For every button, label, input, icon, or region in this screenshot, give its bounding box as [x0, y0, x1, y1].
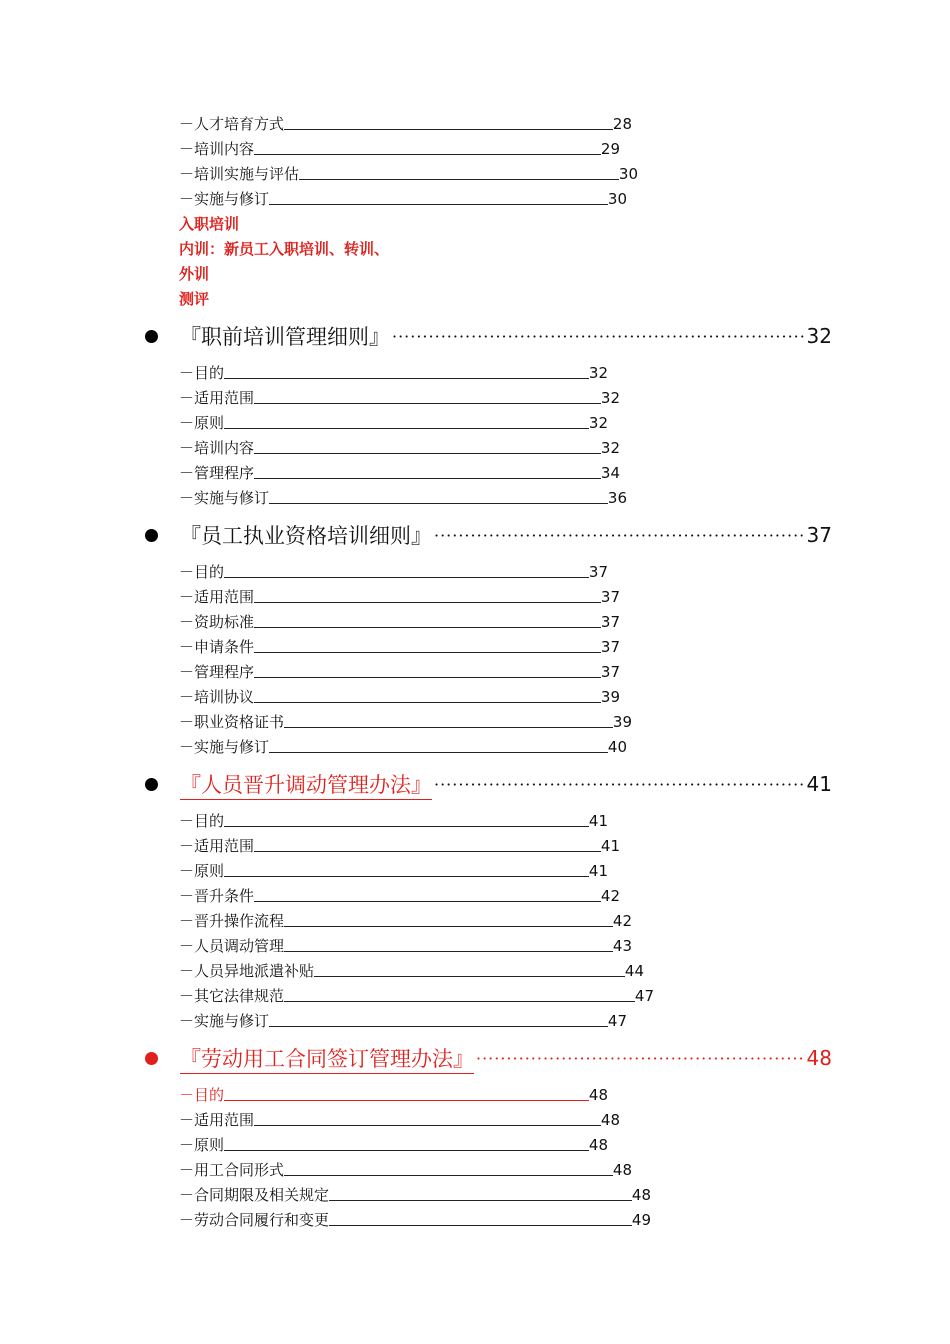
toc-entry-page: 42: [612, 912, 632, 930]
toc-entry[interactable]: [179, 462, 620, 484]
note-line: 测评: [179, 290, 210, 308]
toc-entry[interactable]: [179, 661, 620, 683]
toc-entry-page: 28: [612, 115, 632, 133]
toc-entry-page: 48: [600, 1111, 620, 1129]
bullet-icon: [145, 778, 158, 791]
toc-entry[interactable]: [179, 810, 608, 832]
toc-entry-page: 42: [600, 887, 620, 905]
toc-entry-label: －目的: [179, 563, 225, 581]
toc-entry[interactable]: [179, 985, 654, 1007]
toc-entry-page: 48: [588, 1086, 608, 1104]
toc-leader-line: [284, 1174, 613, 1176]
toc-entry-page: 37: [600, 588, 620, 606]
toc-entry-page: 48: [631, 1186, 651, 1204]
toc-entry[interactable]: [179, 1109, 620, 1131]
note-line: 入职培训: [179, 215, 240, 233]
toc-entry-page: 36: [607, 489, 627, 507]
toc-dot-leader: [392, 327, 805, 346]
toc-entry[interactable]: [179, 586, 620, 608]
toc-entry-label: －目的: [179, 364, 225, 382]
toc-entry-label: －适用范围: [179, 1111, 255, 1129]
toc-leader-line: [254, 676, 601, 678]
section-page: 48: [806, 1046, 832, 1070]
toc-leader-line: [284, 925, 613, 927]
toc-leader-line: [269, 203, 608, 205]
toc-leader-line: [254, 601, 601, 603]
toc-leader-line: [284, 1000, 635, 1002]
section-title: 『劳动用工合同签订管理办法』: [180, 1043, 474, 1074]
toc-entry-label: －晋升操作流程: [179, 912, 285, 930]
toc-entry-page: 32: [588, 414, 608, 432]
toc-entry[interactable]: [179, 736, 627, 758]
toc-entry[interactable]: [179, 636, 620, 658]
toc-entry-page: 48: [588, 1136, 608, 1154]
toc-entry-page: 47: [634, 987, 654, 1005]
toc-entry[interactable]: [179, 1010, 627, 1032]
toc-entry-page: 37: [588, 563, 608, 581]
toc-entry[interactable]: [179, 437, 620, 459]
toc-entry-label: －目的: [179, 1086, 225, 1104]
toc-entry-page: 39: [612, 713, 632, 731]
toc-entry-page: 37: [600, 663, 620, 681]
toc-entry-page: 37: [600, 613, 620, 631]
toc-entry-label: －适用范围: [179, 588, 255, 606]
note-line: 内训：新员工入职培训、转训、: [179, 240, 390, 258]
toc-entry-label: －职业资格证书: [179, 713, 285, 731]
toc-leader-line: [314, 975, 625, 977]
toc-entry-page: 32: [588, 364, 608, 382]
bullet-icon: [145, 1052, 158, 1065]
section-page: 37: [806, 523, 832, 547]
toc-entry-label: －原则: [179, 414, 225, 432]
toc-entry-page: 37: [600, 638, 620, 656]
toc-leader-line: [329, 1224, 632, 1226]
toc-leader-line: [254, 402, 601, 404]
toc-dot-leader: [476, 1049, 805, 1068]
toc-entry-label: －人才培育方式: [179, 115, 285, 133]
toc-entry-page: 30: [607, 190, 627, 208]
toc-section-heading[interactable]: [145, 520, 832, 550]
toc-entry-page: 49: [631, 1211, 651, 1229]
toc-entry[interactable]: [179, 561, 608, 583]
toc-entry-page: 48: [612, 1161, 632, 1179]
toc-leader-line: [299, 178, 619, 180]
toc-leader-line: [254, 651, 601, 653]
toc-leader-line: [269, 502, 608, 504]
toc-entry-label: －目的: [179, 812, 225, 830]
toc-entry-page: 41: [600, 837, 620, 855]
section-page: 41: [806, 772, 832, 796]
toc-entry-page: 41: [588, 812, 608, 830]
toc-entry-label: －管理程序: [179, 663, 255, 681]
note-line: 外训: [179, 265, 210, 283]
toc-entry-label: －晋升条件: [179, 887, 255, 905]
toc-entry[interactable]: [179, 163, 638, 185]
toc-leader-line: [254, 1124, 601, 1126]
toc-entry-label: －原则: [179, 862, 225, 880]
toc-entry-label: －培训协议: [179, 688, 255, 706]
bullet-icon: [145, 529, 158, 542]
toc-entry[interactable]: [179, 860, 608, 882]
toc-entry[interactable]: [179, 935, 632, 957]
toc-entry[interactable]: [179, 1184, 651, 1206]
toc-entry-label: －适用范围: [179, 389, 255, 407]
toc-leader-line: [224, 825, 589, 827]
toc-leader-line: [284, 128, 613, 130]
toc-entry[interactable]: [179, 611, 620, 633]
toc-entry-page: 44: [624, 962, 644, 980]
toc-entry-page: 29: [600, 140, 620, 158]
section-title: 『人员晋升调动管理办法』: [180, 769, 432, 800]
toc-leader-line: [254, 452, 601, 454]
toc-entry[interactable]: [179, 412, 608, 434]
bullet-icon: [145, 330, 158, 343]
toc-entry[interactable]: [179, 910, 632, 932]
toc-entry-page: 40: [607, 738, 627, 756]
toc-entry[interactable]: [179, 686, 620, 708]
toc-entry-label: －培训内容: [179, 140, 255, 158]
toc-entry-page: 32: [600, 389, 620, 407]
toc-leader-line: [254, 850, 601, 852]
toc-entry[interactable]: [179, 1159, 632, 1181]
toc-entry-label: －人员异地派遣补贴: [179, 962, 315, 980]
toc-entry[interactable]: [179, 885, 620, 907]
toc-dot-leader: [434, 775, 805, 794]
toc-entry-label: －培训内容: [179, 439, 255, 457]
toc-entry-label: －合同期限及相关规定: [179, 1186, 330, 1204]
toc-leader-line: [224, 1149, 589, 1151]
toc-entry[interactable]: [179, 960, 644, 982]
toc-leader-line: [329, 1199, 632, 1201]
toc-entry[interactable]: [179, 1084, 608, 1106]
toc-dot-leader: [434, 526, 805, 545]
toc-leader-line: [254, 900, 601, 902]
toc-entry-page: 30: [618, 165, 638, 183]
toc-entry[interactable]: [179, 1209, 651, 1231]
toc-leader-line: [254, 477, 601, 479]
toc-leader-line: [224, 1099, 589, 1101]
toc-leader-line: [269, 751, 608, 753]
toc-entry-label: －劳动合同履行和变更: [179, 1211, 330, 1229]
toc-section-heading[interactable]: [145, 769, 832, 799]
toc-leader-line: [254, 626, 601, 628]
toc-entry-label: －申请条件: [179, 638, 255, 656]
toc-section-heading[interactable]: [145, 321, 832, 351]
toc-entry-label: －实施与修订: [179, 489, 270, 507]
toc-entry-label: －人员调动管理: [179, 937, 285, 955]
toc-entry-page: 34: [600, 464, 620, 482]
section-title: 『员工执业资格培训细则』: [180, 524, 432, 548]
toc-entry[interactable]: [179, 138, 620, 160]
toc-entry-label: －原则: [179, 1136, 225, 1154]
toc-entry[interactable]: [179, 711, 632, 733]
toc-leader-line: [269, 1025, 608, 1027]
toc-entry-label: －实施与修订: [179, 190, 270, 208]
toc-leader-line: [224, 576, 589, 578]
section-page: 32: [806, 324, 832, 348]
toc-entry[interactable]: [179, 387, 620, 409]
toc-entry-label: －实施与修订: [179, 738, 270, 756]
toc-entry-label: －适用范围: [179, 837, 255, 855]
toc-entry[interactable]: [179, 1134, 608, 1156]
toc-leader-line: [224, 875, 589, 877]
toc-entry-page: 43: [612, 937, 632, 955]
toc-entry[interactable]: [179, 113, 632, 135]
toc-entry-page: 47: [607, 1012, 627, 1030]
toc-entry-label: －其它法律规范: [179, 987, 285, 1005]
toc-leader-line: [224, 427, 589, 429]
toc-entry[interactable]: [179, 362, 608, 384]
toc-entry[interactable]: [179, 835, 620, 857]
toc-entry[interactable]: [179, 188, 627, 210]
toc-entry-label: －用工合同形式: [179, 1161, 285, 1179]
toc-leader-line: [254, 153, 601, 155]
toc-entry[interactable]: [179, 487, 627, 509]
toc-entry-label: －实施与修订: [179, 1012, 270, 1030]
toc-entry-label: －培训实施与评估: [179, 165, 300, 183]
toc-entry-page: 32: [600, 439, 620, 457]
toc-leader-line: [284, 950, 613, 952]
toc-section-heading[interactable]: [145, 1043, 832, 1073]
section-title: 『职前培训管理细则』: [180, 325, 390, 349]
toc-leader-line: [254, 701, 601, 703]
toc-entry-label: －管理程序: [179, 464, 255, 482]
toc-entry-page: 41: [588, 862, 608, 880]
toc-leader-line: [284, 726, 613, 728]
toc-entry-page: 39: [600, 688, 620, 706]
toc-leader-line: [224, 377, 589, 379]
toc-entry-label: －资助标准: [179, 613, 255, 631]
